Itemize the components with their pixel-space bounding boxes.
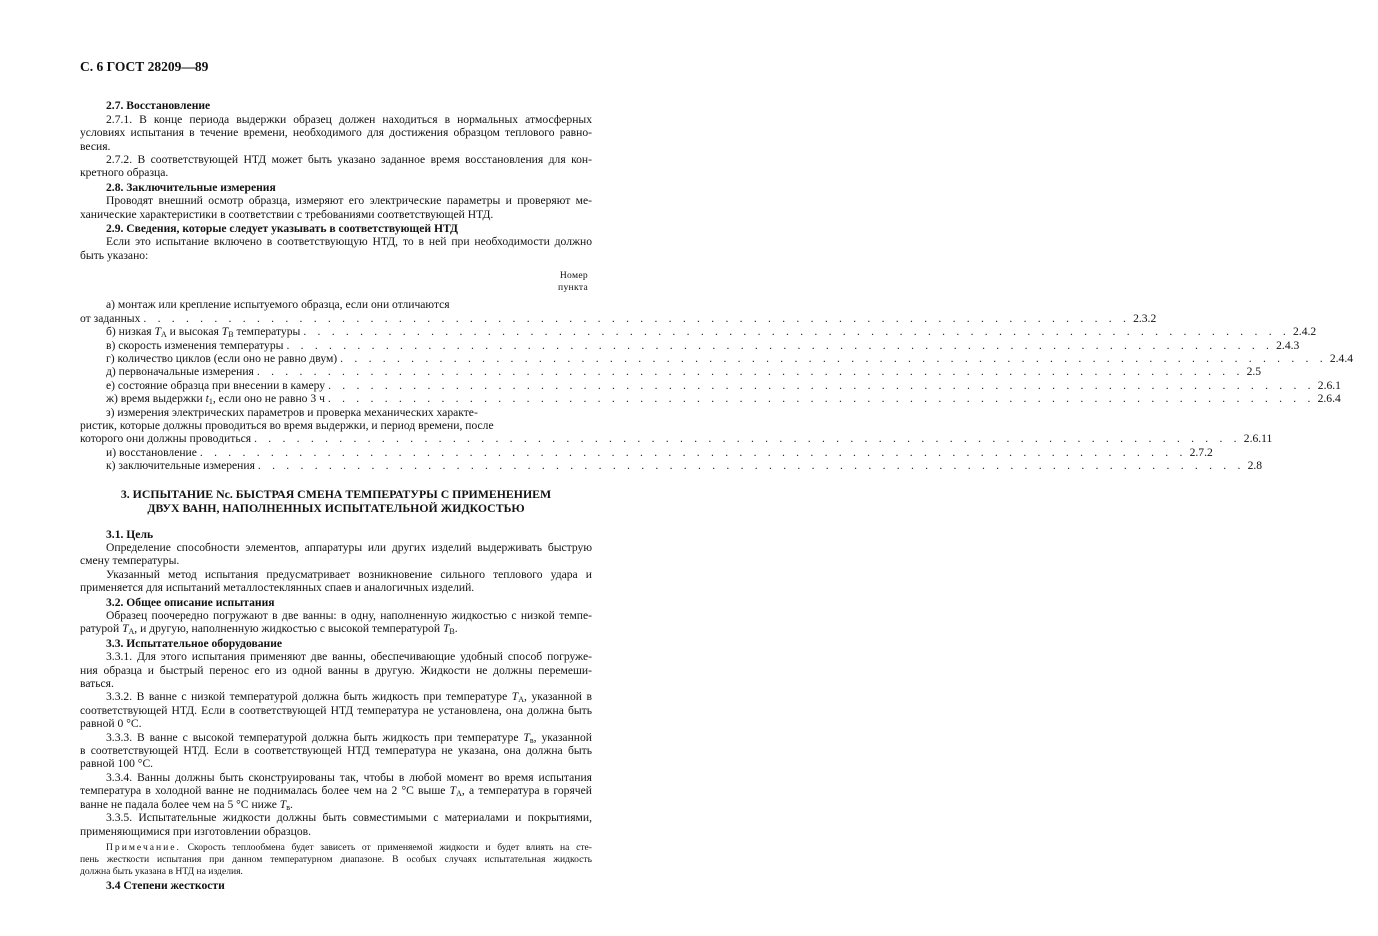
note-line: должна быть указана в НТД на изделия. — [80, 865, 243, 877]
paragraph-3-1-b — [80, 568, 592, 595]
text-line: Определение способности элементов, аппаратуры или других изделий выдерживать быструю — [106, 540, 592, 554]
title-line: 3. ИСПЫТАНИЕ Nc. БЫСТРАЯ СМЕНА ТЕМПЕРАТУРЫ С ПРИМЕНЕНИЕМ — [120, 486, 552, 501]
text-line: весия. — [80, 139, 111, 153]
list-item-d — [80, 365, 1262, 379]
list-item-text: от заданных — [80, 311, 141, 325]
leader-dots: . . . . . . . . . . . . . . . . . . . . . . . . . . . . . . . . . . . . . . . . . . . . . . . . . . . . . . . . . . . . . . . . . . . . . . — [340, 351, 1327, 365]
text-line: 2.7.1. В конце периода выдержки образец должен находиться в нормальных атмосферных — [106, 112, 592, 126]
paragraph-3-2 — [80, 609, 592, 636]
paragraph-3-1-a — [80, 541, 592, 568]
text-line: температура в холодной ванне не поднималась более чем на 2 °С выше $T_А$, а температура в горячей — [80, 784, 592, 799]
text-line: 3.3.4. Ванны должны быть сконструированы так, чтобы в любой момент во время испытания — [106, 770, 592, 784]
leader-dots: . . . . . . . . . . . . . . . . . . . . . . . . . . . . . . . . . . . . . . . . . . . . . . . . . . . . . . . . . . . . . . . . . . . . . . — [327, 392, 1315, 406]
text-line: равной 0 °С. — [80, 717, 142, 731]
item-reference: 2.4.2 — [1293, 325, 1317, 339]
page-header: С. 6 ГОСТ 28209—89 — [80, 59, 209, 74]
leader-dots: . . . . . . . . . . . . . . . . . . . . . . . . . . . . . . . . . . . . . . . . . . . . . . . . . . . . . . . . . . . . . . . . . . . . . . — [328, 378, 1315, 392]
section-3-4-heading: 3.4 Степени жесткости — [106, 878, 225, 892]
paragraph-2-8 — [80, 194, 592, 221]
text-line: ванне не падала более чем на 5 °С ниже $T_в$. — [80, 797, 293, 812]
note-line: пень жесткости испытания при данном температурном диапазоне. В особых случаях испытательная жидкость — [80, 853, 592, 865]
section-3-1-heading: 3.1. Цель — [106, 527, 154, 541]
paragraph-2-7-2 — [80, 153, 592, 180]
text-line: 3.3.1. Для этого испытания применяют две ванны, обеспечивающие удобный способ погруже- — [106, 650, 592, 664]
list-item-text: б) низкая $T_А$ и высокая $T_В$ температуры — [106, 325, 301, 340]
paragraph-3-3-3 — [80, 731, 592, 771]
item-reference: 2.5 — [1246, 365, 1262, 379]
text-line: ваться. — [80, 677, 114, 691]
list-item-z-line1 — [80, 406, 592, 419]
list-item-text: и) восстановление — [106, 445, 197, 459]
text-line: быть указано: — [80, 248, 149, 262]
text-line: ратурой $T_А$, и другую, наполненную жидкостью с высокой температурой $T_В$. — [80, 622, 458, 637]
list-item-z — [80, 432, 1273, 446]
text-line: равной 100 °С. — [80, 757, 154, 771]
text-line: кретного образца. — [80, 166, 169, 180]
list-item-text: е) состояние образца при внесении в камеру — [106, 378, 326, 392]
list-item-zh — [80, 392, 1341, 407]
list-item-b — [80, 325, 1317, 340]
text-line: применяющимися при изготовлении образцов. — [80, 824, 312, 838]
item-reference: 2.6.1 — [1317, 378, 1341, 392]
list-item-text: а) монтаж или крепление испытуемого образца, если они отличаются — [106, 298, 450, 312]
paragraph-3-3-5 — [80, 811, 592, 838]
list-item-text: которого они должны проводиться — [80, 432, 252, 446]
list-item-text: ж) время выдержки $t_1$, если оно не равно 3 ч — [106, 392, 325, 407]
text-line: Образец поочередно погружают в две ванны: в одну, наполненную жидкостью с низкой темпе- — [106, 609, 592, 622]
leader-dots: . . . . . . . . . . . . . . . . . . . . . . . . . . . . . . . . . . . . . . . . . . . . . . . . . . . . . . . . . . . . . . . . . . . . . . — [256, 365, 1244, 379]
item-reference: 2.8 — [1247, 459, 1263, 473]
item-reference: 2.6.11 — [1243, 432, 1273, 446]
list-item-a-line1 — [80, 298, 592, 311]
text-line: ханические характеристики в соответствии с требованиями соответствующей НТД. — [80, 207, 494, 221]
list-item-a — [80, 311, 1157, 325]
leader-dots: . . . . . . . . . . . . . . . . . . . . . . . . . . . . . . . . . . . . . . . . . . . . . . . . . . . . . . . . . . . . . . . . . . . . . . — [199, 445, 1187, 459]
leader-dots: . . . . . . . . . . . . . . . . . . . . . . . . . . . . . . . . . . . . . . . . . . . . . . . . . . . . . . . . . . . . . . . . . . . . . . — [254, 432, 1241, 446]
note-block — [80, 842, 592, 878]
column-header-item-number — [80, 270, 588, 294]
text-line: в соответствующей НТД. Если в соответствующей НТД температура не указана, она должна быть — [80, 744, 592, 758]
item-reference: 2.3.2 — [1133, 311, 1157, 325]
text-line: ния образца и быстрый перенос его из одной ванны в другую. Жидкости не должны перемеши- — [80, 663, 592, 677]
document-page — [80, 59, 1354, 892]
text-line: Если это испытание включено в соответствующую НТД, то в ней при необходимости должно — [106, 235, 592, 249]
text-line: 2.7.2. В соответствующей НТД может быть указано заданное время восстановления для кон- — [106, 153, 592, 167]
item-reference: 2.7.2 — [1189, 445, 1213, 459]
section-3-3-heading: 3.3. Испытательное оборудование — [106, 636, 283, 650]
list-item-text: з) измерения электрических параметров и проверка механических характе- — [106, 405, 478, 419]
list-item-v — [80, 338, 1300, 352]
note-label: Примечание. — [106, 841, 181, 853]
paragraph-2-7-1 — [80, 113, 592, 153]
leader-dots: . . . . . . . . . . . . . . . . . . . . . . . . . . . . . . . . . . . . . . . . . . . . . . . . . . . . . . . . . . . . . . . . . . . . . . — [143, 311, 1131, 325]
item-reference: 2.4.4 — [1329, 351, 1354, 365]
text-line: применяется для испытаний металлостеклянных спаев и аналогичных изделий. — [80, 581, 475, 595]
leader-dots: . . . . . . . . . . . . . . . . . . . . . . . . . . . . . . . . . . . . . . . . . . . . . . . . . . . . . . . . . . . . . . . . . . . . . . — [286, 338, 1274, 352]
list-item-g — [80, 351, 1354, 365]
text-line: 3.3.2. В ванне с низкой температурой должна быть жидкость при температуре $T_А$, указанной в — [106, 690, 592, 705]
column-header-line: Номер — [559, 270, 588, 282]
section-2-7-heading: 2.7. Восстановление — [106, 99, 211, 113]
column-header-line: пункта — [558, 282, 588, 294]
list-item-z-line2 — [80, 419, 592, 432]
title-line: ДВУХ ВАНН, НАПОЛНЕННЫХ ИСПЫТАТЕЛЬНОЙ ЖИДКОСТЬЮ — [147, 500, 525, 515]
text-line: соответствующей НТД. Если в соответствующей НТД температура не установлена, она должна быть — [80, 703, 592, 717]
section-2-9-heading: 2.9. Сведения, которые следует указывать в соответствующей НТД — [106, 222, 458, 236]
text-line: 3.3.5. Испытательные жидкости должны быть совместимыми с материалами и покрытиями, — [106, 811, 592, 825]
section-3-2-heading: 3.2. Общее описание испытания — [106, 595, 275, 609]
text-line: Проводят внешний осмотр образца, измеряют его электрические параметры и проверяют ме- — [106, 194, 592, 208]
text-line: смену температуры. — [80, 554, 180, 568]
section-2-8-heading: 2.8. Заключительные измерения — [106, 180, 276, 194]
requirements-list — [80, 298, 1354, 473]
leader-dots: . . . . . . . . . . . . . . . . . . . . . . . . . . . . . . . . . . . . . . . . . . . . . . . . . . . . . . . . . . . . . . . . . . . . . . — [303, 325, 1290, 339]
paragraph-2-9 — [80, 235, 592, 262]
paragraph-3-3-4 — [80, 771, 592, 811]
list-item-text: ристик, которые должны проводиться во время выдержки, и период времени, после — [80, 418, 494, 432]
item-reference: 2.6.4 — [1317, 392, 1341, 406]
list-item-text: к) заключительные измерения — [106, 459, 255, 473]
text-line: 3.3.3. В ванне с высокой температурой должна быть жидкость при температуре $T_в$, указанной — [106, 730, 592, 745]
paragraph-3-3-2 — [80, 690, 592, 730]
list-item-i — [80, 445, 1213, 459]
text-line: условиях испытания в течение времени, необходимого для достижения образцом теплового равно- — [80, 126, 592, 140]
list-item-text: д) первоначальные измерения — [106, 365, 254, 379]
item-reference: 2.4.3 — [1276, 338, 1300, 352]
paragraph-3-3-1 — [80, 650, 592, 690]
leader-dots: . . . . . . . . . . . . . . . . . . . . . . . . . . . . . . . . . . . . . . . . . . . . . . . . . . . . . . . . . . . . . . . . . . . . . . — [257, 459, 1245, 473]
list-item-k — [80, 459, 1263, 473]
list-item-text: в) скорость изменения температуры — [106, 338, 284, 352]
section-3-title — [80, 487, 592, 515]
list-item-e — [80, 378, 1341, 392]
text-line: Указанный метод испытания предусматривает возникновение сильного теплового удара и — [106, 567, 592, 581]
note-line: Примечание. Скорость теплообмена будет зависеть от применяемой жидкости и будет влиять на сте- — [106, 841, 592, 853]
list-item-text: г) количество циклов (если оно не равно двум) — [106, 351, 338, 365]
